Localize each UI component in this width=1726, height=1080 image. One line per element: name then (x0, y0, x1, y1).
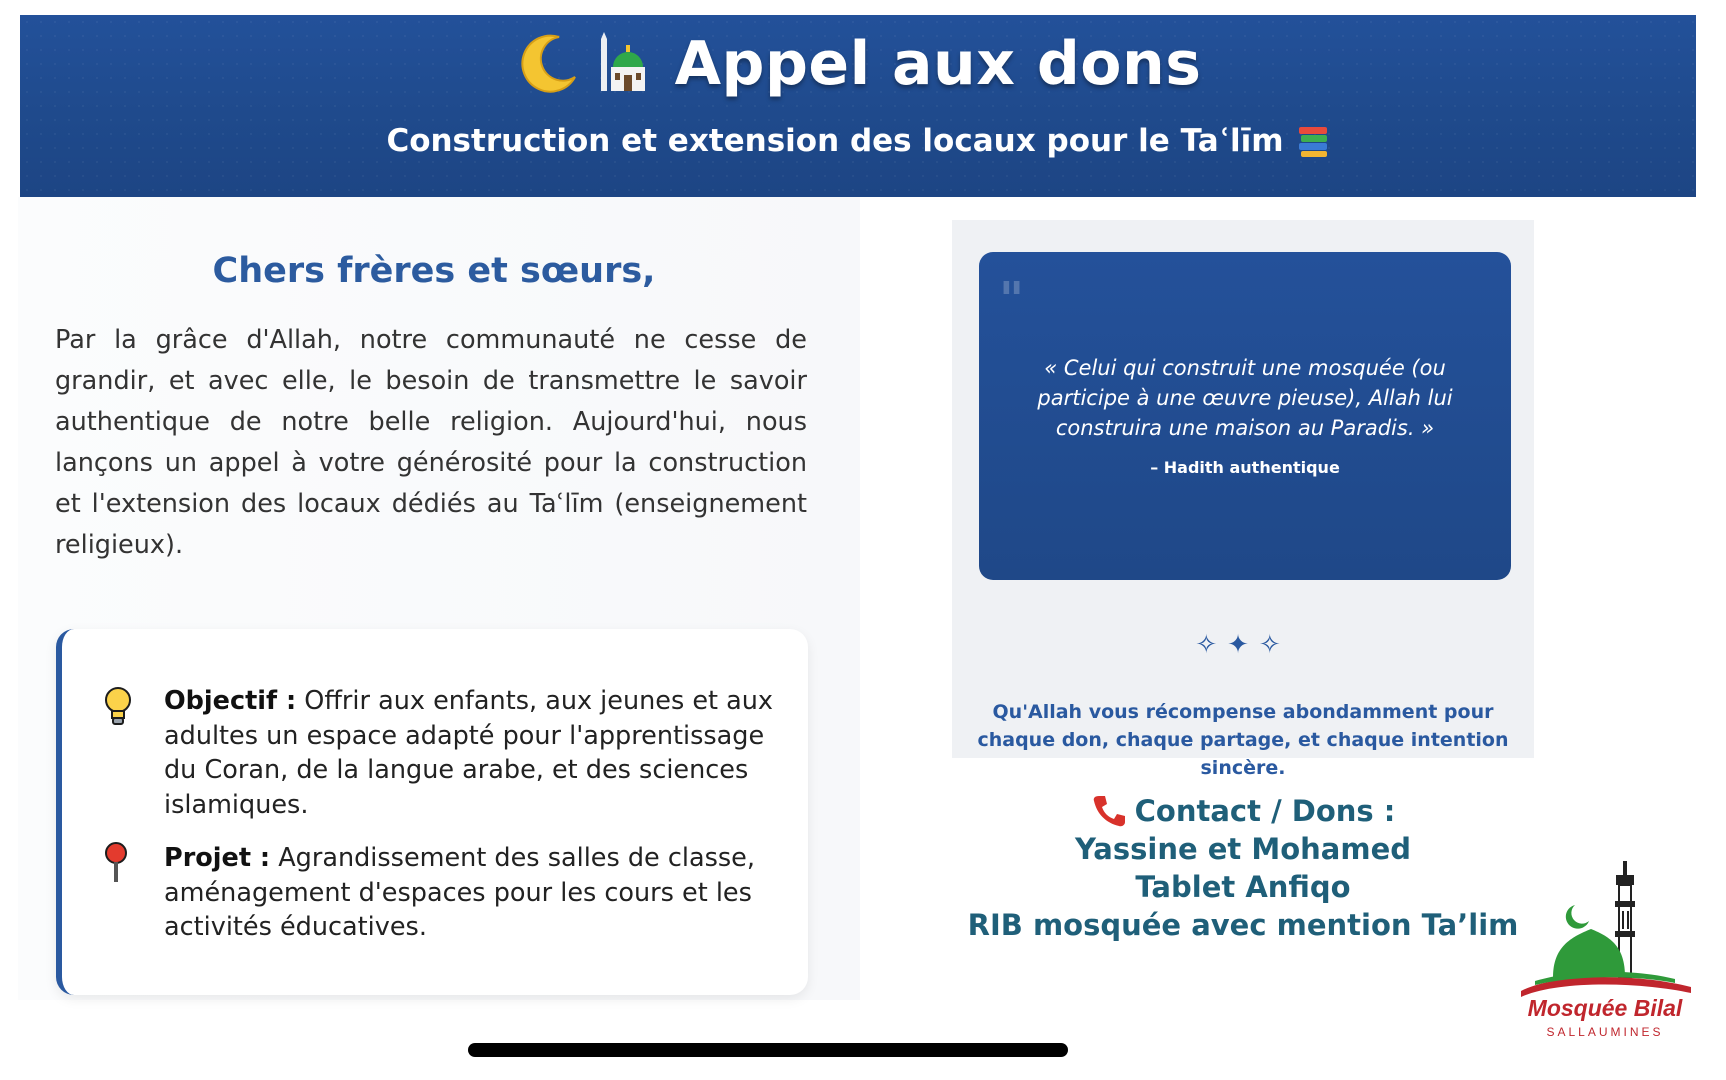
header-subtitle-row (20, 123, 1696, 159)
telephone-icon (1091, 793, 1127, 829)
contact-tablet: Tablet Anfiqo (1135, 870, 1351, 904)
blessing-text: Qu'Allah vous récompense abondamment pour chaque don, chaque partage, et chaque intention sincère. (977, 701, 1509, 779)
mosque-logo-icon (1515, 855, 1695, 1000)
mosque-icon (595, 31, 661, 97)
greeting-heading: Chers frères et sœurs, (212, 251, 656, 291)
contact-heading: Contact / Dons : (1134, 794, 1396, 828)
logo-city: SALLAUMINES (1546, 1025, 1664, 1039)
logo-name: Mosquée Bilal (1527, 995, 1683, 1021)
right-panel (952, 220, 1534, 779)
left-panel (18, 197, 860, 1000)
info-card (56, 629, 808, 995)
home-indicator[interactable] (468, 1043, 1068, 1057)
project-text (164, 841, 778, 945)
header-title-row (20, 29, 1696, 99)
books-icon (1296, 124, 1330, 158)
lightbulb-icon (100, 684, 136, 728)
objective-item (100, 684, 778, 822)
objective-label: Objectif : (164, 686, 297, 716)
header-banner (20, 15, 1696, 197)
hadith-quote-box (979, 252, 1511, 580)
hadith-quote: « Celui qui construit une mosquée (ou participe à une œuvre pieuse), Allah lui construira une maison au Paradis. » (1037, 356, 1453, 440)
stars-divider: ✧✦✧ (1195, 630, 1291, 660)
contact-rib: RIB mosquée avec mention Ta’lim (967, 908, 1519, 942)
quote-mark-icon: " (999, 272, 1025, 328)
contact-names: Yassine et Mohamed (1074, 832, 1412, 866)
project-description: Agrandissement des salles de classe, aménagement d'espaces pour les cours et les activités éducatives. (164, 843, 755, 942)
objective-description: Offrir aux enfants, aux jeunes et aux adultes un espace adapté pour l'apprentissage du Coran, de la langue arabe, et des sciences islamiques. (164, 686, 774, 820)
hadith-source: – Hadith authentique (1150, 458, 1340, 477)
objective-text (164, 684, 778, 822)
crescent-moon-icon (515, 31, 581, 97)
intro-paragraph: Par la grâce d'Allah, notre communauté ne cesse de grandir, et avec elle, le besoin de transmettre le savoir authentique de notre belle religion. Aujourd'hui, nous lançons un appel à votre générosité pour la construction et l'extension des locaux dédiés au Taʿlīm (enseignement religieux). (55, 325, 807, 560)
page-subtitle: Construction et extension des locaux pour le Taʿlīm (386, 123, 1284, 159)
project-item (100, 841, 778, 945)
project-label: Projet : (164, 843, 271, 873)
page-title: Appel aux dons (674, 29, 1202, 99)
contact-heading-row (952, 792, 1534, 830)
mosque-bilal-logo (1515, 855, 1695, 1045)
contact-block (952, 792, 1534, 944)
pushpin-icon (100, 841, 136, 885)
